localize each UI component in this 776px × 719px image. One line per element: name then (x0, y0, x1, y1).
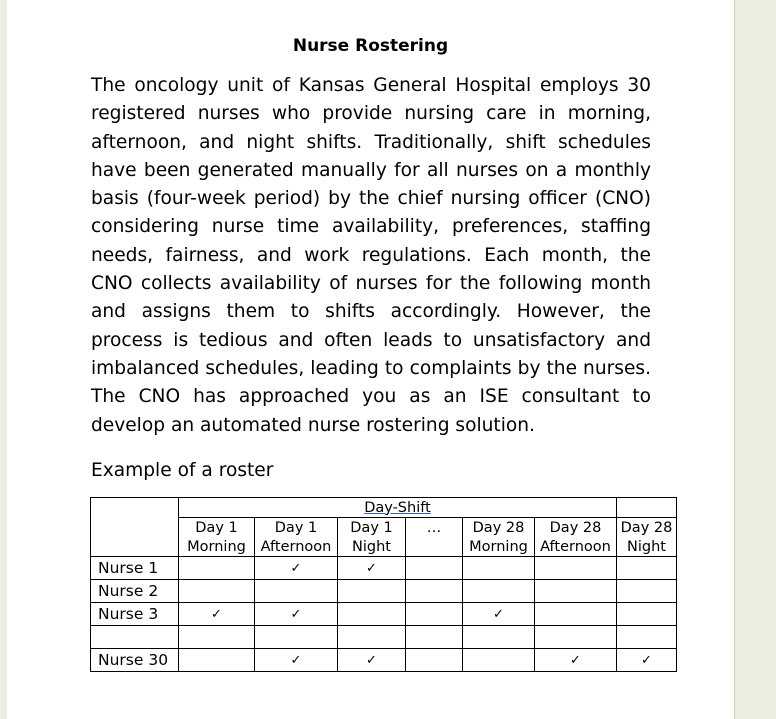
nurse-name (91, 626, 179, 649)
nurse-name: Nurse 30 (91, 649, 179, 672)
shift-cell (338, 580, 406, 603)
shift-cell (179, 580, 255, 603)
col-day: Day 28 (463, 518, 535, 538)
right-margin (734, 0, 776, 719)
shift-cell: ✓ (255, 603, 338, 626)
shift-cell (406, 580, 463, 603)
nurse-name: Nurse 1 (91, 557, 179, 580)
document-page (7, 0, 734, 719)
shift-cell (255, 626, 338, 649)
table-row (91, 557, 677, 580)
shift-cell (617, 557, 677, 580)
col-period: Afternoon (535, 537, 617, 557)
shift-cell (255, 580, 338, 603)
table-row (91, 580, 677, 603)
shift-cell (617, 603, 677, 626)
header-period-row (91, 537, 677, 557)
shift-cell: ✓ (535, 649, 617, 672)
col-day: Day 28 (535, 518, 617, 538)
nurse-name: Nurse 3 (91, 603, 179, 626)
shift-cell (338, 603, 406, 626)
shift-cell (617, 626, 677, 649)
table-row (91, 649, 677, 672)
col-day: Day 1 (255, 518, 338, 538)
col-day: Day 28 (617, 518, 677, 538)
shift-cell (535, 603, 617, 626)
shift-cell: ✓ (255, 649, 338, 672)
col-period: Night (617, 537, 677, 557)
shift-cell (406, 649, 463, 672)
col-period: Afternoon (255, 537, 338, 557)
shift-cell (617, 580, 677, 603)
roster-table (90, 497, 677, 672)
shift-cell (463, 626, 535, 649)
shift-cell (406, 603, 463, 626)
left-margin (0, 0, 7, 719)
header-corner-cell (91, 498, 179, 557)
shift-cell: ✓ (338, 557, 406, 580)
col-period: Morning (179, 537, 255, 557)
shift-cell (179, 557, 255, 580)
shift-cell (535, 580, 617, 603)
shift-cell (179, 626, 255, 649)
shift-cell (406, 557, 463, 580)
shift-cell: ✓ (617, 649, 677, 672)
table-row (91, 603, 677, 626)
col-day: Day 1 (338, 518, 406, 538)
shift-cell (406, 626, 463, 649)
shift-cell: ✓ (179, 603, 255, 626)
col-period (406, 537, 463, 557)
nurse-name: Nurse 2 (91, 580, 179, 603)
day-shift-header (179, 498, 617, 518)
example-caption: Example of a roster (91, 460, 274, 481)
document-paragraph: The oncology unit of Kansas General Hospital employs 30 registered nurses who provide nursing care in morning, afternoon, and night shifts. Traditionally, shift schedules have been generated manually for all nurses on a monthly basis (four-week period) by the chief nursing officer (CNO) considering nurse time availability, preferences, staffing needs, fairness, and work regulations. Each month, the CNO collects availability of nurses for the following month and assigns them to shifts accordingly. However, the process is tedious and often leads to unsatisfactory and imbalanced schedules, leading to complaints by the nurses. The CNO has approached you as an ISE consultant to develop an automated nurse rostering solution. (91, 75, 651, 436)
shift-cell (338, 626, 406, 649)
header-group-row (91, 498, 677, 518)
shift-cell: ✓ (338, 649, 406, 672)
col-period: Morning (463, 537, 535, 557)
day-shift-label: Day-Shift (364, 499, 431, 516)
shift-cell (535, 557, 617, 580)
document-title: Nurse Rostering (292, 36, 449, 56)
shift-cell (463, 649, 535, 672)
shift-cell (463, 557, 535, 580)
col-period: Night (338, 537, 406, 557)
shift-cell (179, 649, 255, 672)
shift-cell: ✓ (255, 557, 338, 580)
shift-cell (463, 580, 535, 603)
table-row (91, 626, 677, 649)
shift-cell: ✓ (463, 603, 535, 626)
col-day: Day 1 (179, 518, 255, 538)
header-day-row (91, 518, 677, 538)
header-group-spacer (617, 498, 677, 518)
shift-cell (535, 626, 617, 649)
col-ellipsis: … (406, 518, 463, 538)
